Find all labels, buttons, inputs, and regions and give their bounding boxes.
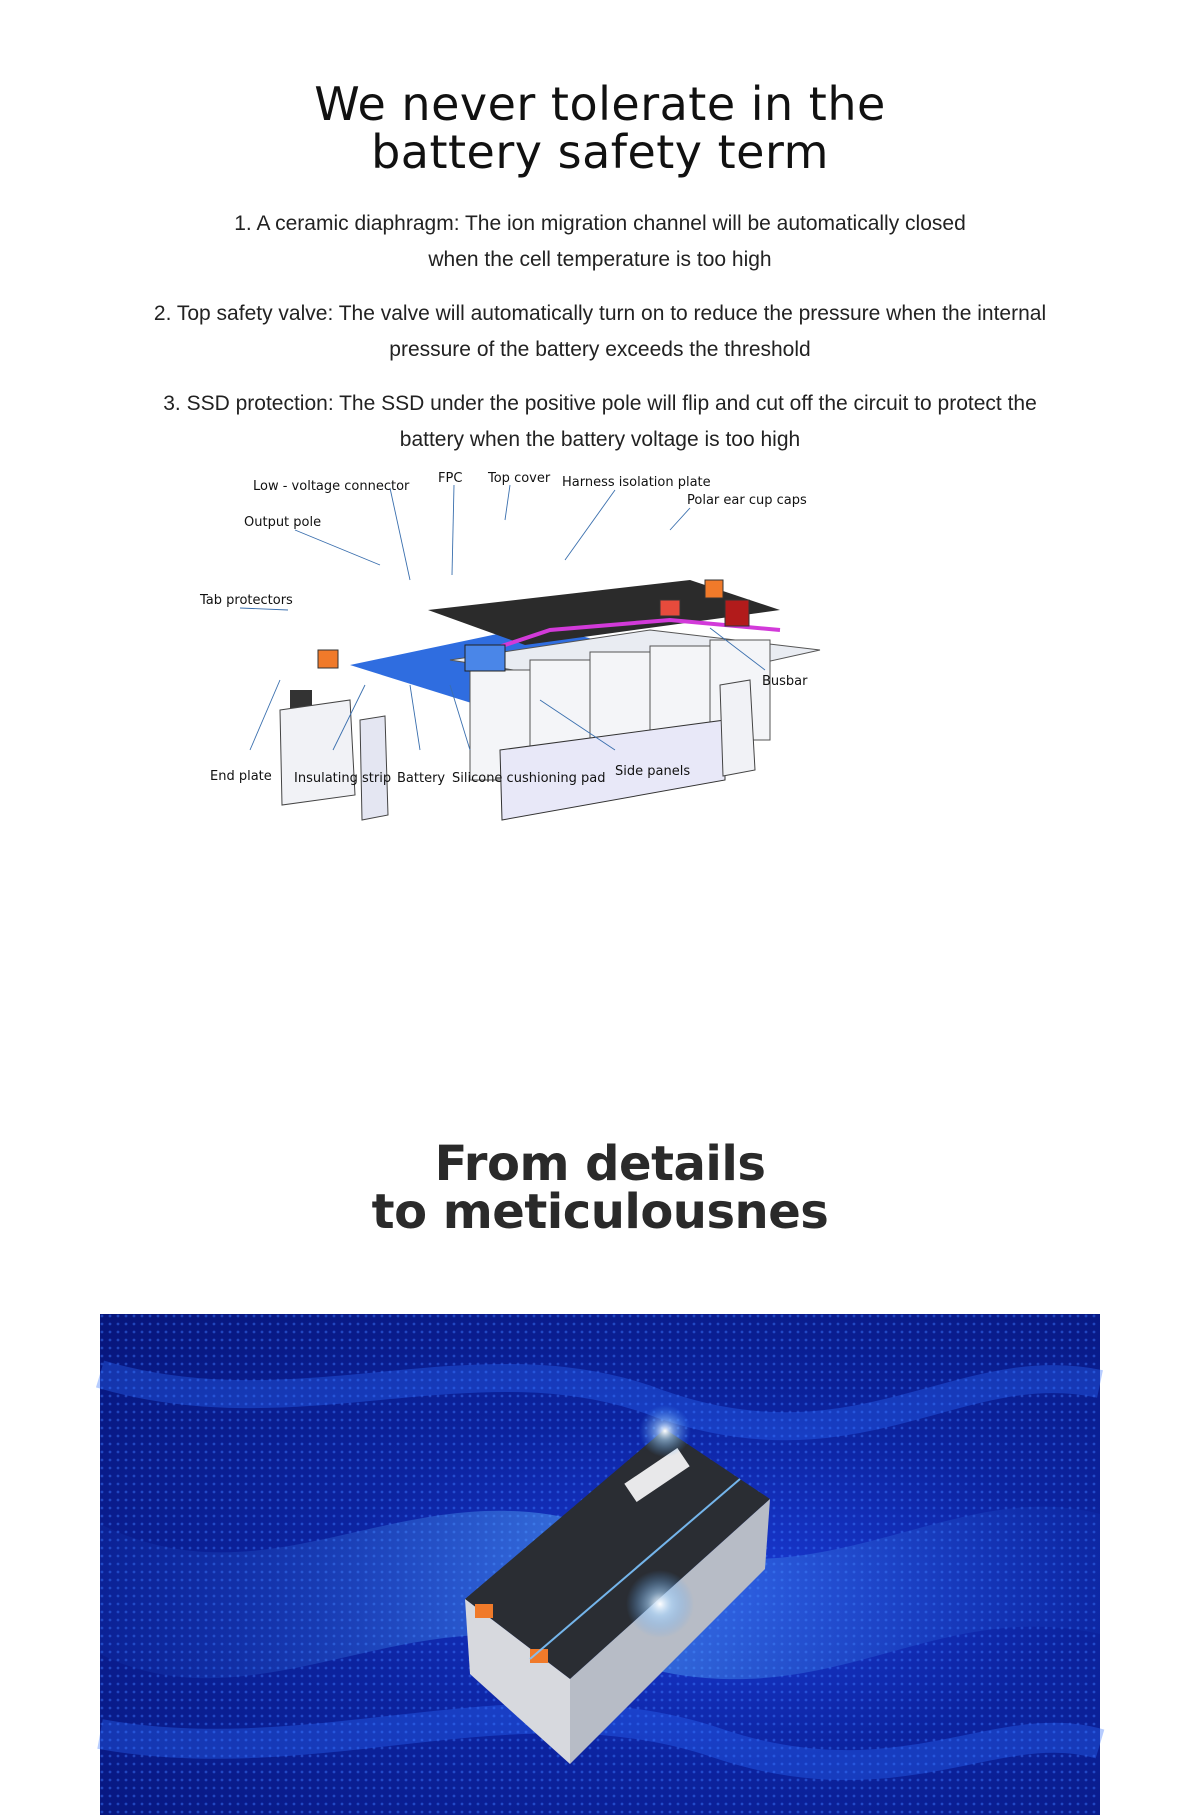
product-banner — [100, 1314, 1100, 1815]
output-pole-shape — [465, 645, 505, 671]
section-title-line-1: We never tolerate in the — [314, 77, 886, 131]
insulating-strip-shape — [360, 716, 388, 820]
label-side-panels: Side panels — [615, 764, 691, 779]
label-silicone-cushioning-pad: Silicone cushioning pad — [452, 771, 606, 786]
label-end-plate: End plate — [210, 769, 272, 784]
end-plate-shape — [280, 700, 355, 805]
section-title-line-2: battery safety term — [371, 125, 829, 179]
label-top-cover: Top cover — [488, 471, 551, 486]
label-harness-isolation-plate: Harness isolation plate — [562, 475, 711, 490]
orange-cap-left — [318, 650, 338, 668]
point-2-line-1: 2. Top safety valve: The valve will automatically turn on to reduce the pressure when the internal — [153, 302, 1047, 325]
light-flare-mid — [626, 1570, 694, 1638]
point-1-line-1: 1. A ceramic diaphragm: The ion migration channel will be automatically closed — [234, 212, 966, 235]
label-busbar: Busbar — [762, 674, 808, 689]
label-output-pole: Output pole — [244, 515, 322, 530]
polar-ear-cap-red — [725, 600, 749, 626]
point-2-line-2: pressure of the battery exceeds the threshold — [389, 338, 811, 361]
polar-ear-cap-shape — [705, 580, 723, 598]
label-low-voltage-connector: Low - voltage connector — [253, 479, 410, 494]
tab-protector-shape — [290, 690, 312, 708]
busbar-end-shape — [720, 680, 755, 776]
label-battery: Battery — [397, 771, 446, 786]
label-fpc: FPC — [438, 471, 463, 486]
light-flare-top — [639, 1405, 691, 1457]
point-3-line-1: 3. SSD protection: The SSD under the positive pole will flip and cut off the circuit to protect the — [163, 392, 1037, 415]
point-1-line-2: when the cell temperature is too high — [428, 248, 772, 271]
point-3-line-2: battery when the battery voltage is too high — [399, 428, 801, 451]
safety-point-ceramic-diaphragm — [60, 206, 1140, 278]
section-title-details — [0, 1136, 1200, 1240]
dotted-wave-background — [100, 1314, 1100, 1815]
safety-point-top-valve — [60, 296, 1140, 368]
label-insulating-strip: Insulating strip — [294, 771, 392, 786]
battery-pack-exploded-diagram — [200, 471, 980, 900]
safety-point-ssd-protection — [60, 386, 1140, 458]
label-polar-ear-cup-caps: Polar ear cup caps — [687, 493, 807, 508]
red-cap-harness — [660, 600, 680, 616]
details-title-line-1: From details — [434, 1136, 766, 1192]
details-title-line-2: to meticulousnes — [371, 1184, 829, 1240]
label-tab-protectors: Tab protectors — [200, 593, 293, 608]
section-title-safety — [0, 77, 1200, 179]
